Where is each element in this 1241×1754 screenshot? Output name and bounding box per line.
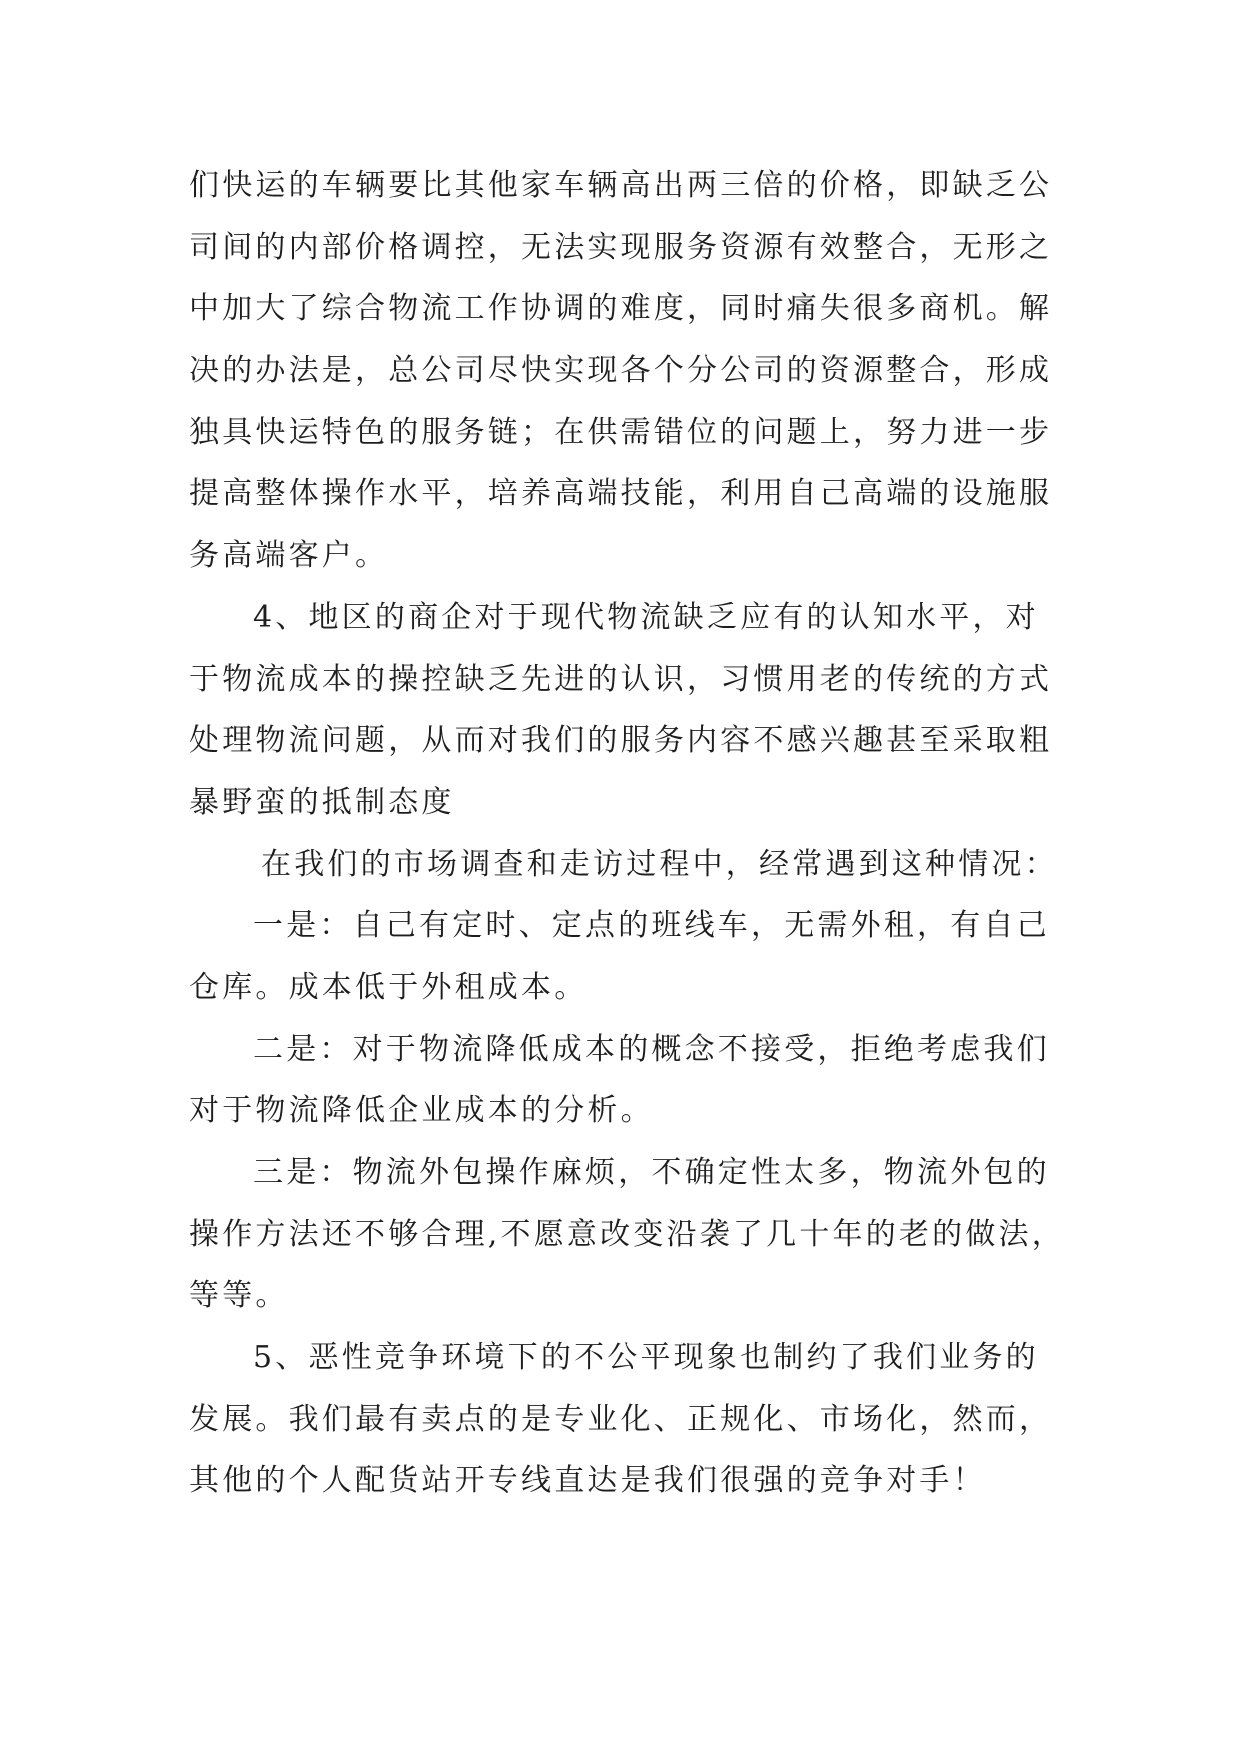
- text-line: 暴野蛮的抵制态度: [189, 784, 455, 820]
- text-line: 司间的内部价格调控，无法实现服务资源有效整合，无形之: [189, 229, 1053, 265]
- text-line: 决的办法是，总公司尽快实现各个分公司的资源整合，形成: [189, 353, 1053, 389]
- text-line: 务高端客户。: [189, 538, 389, 574]
- paragraph-start-line: 一是：自己有定时、定点的班线车，无需外租，有自己: [253, 908, 1050, 944]
- paragraph-start-line: 二是：对于物流降低成本的概念不接受，拒绝考虑我们: [253, 1031, 1050, 1067]
- text-line: 仓库。成本低于外租成本。: [189, 969, 588, 1005]
- text-line: 操作方法还不够合理,不愿意改变沿袭了几十年的老的做法，: [189, 1216, 1065, 1252]
- paragraph-start-line: 在我们的市场调查和走访过程中，经常遇到这种情况：: [261, 846, 1058, 882]
- text-line: 独具快运特色的服务链；在供需错位的问题上，努力进一步: [189, 414, 1053, 450]
- paragraph-start-line: 三是：物流外包操作麻烦，不确定性太多，物流外包的: [253, 1155, 1050, 1190]
- paragraph-start-line: 4、地区的商企对于现代物流缺乏应有的认知水平，对: [253, 599, 1039, 635]
- body-text: [189, 155, 1065, 1512]
- text-line: 等等。: [189, 1278, 289, 1314]
- text-line: 对于物流降低企业成本的分析。: [189, 1093, 654, 1129]
- text-line: 发展。我们最有卖点的是专业化、正规化、市场化，然而，: [189, 1401, 1053, 1437]
- text-line: 处理物流问题，从而对我们的服务内容不感兴趣甚至采取粗: [189, 723, 1053, 759]
- text-line: 其他的个人配货站开专线直达是我们很强的竞争对手！: [189, 1463, 986, 1499]
- text-line: 们快运的车辆要比其他家车辆高出两三倍的价格，即缺乏公: [189, 168, 1053, 203]
- paragraph-start-line: 5、恶性竞争环境下的不公平现象也制约了我们业务的: [253, 1340, 1039, 1376]
- text-line: 于物流成本的操控缺乏先进的认识，习惯用老的传统的方式: [189, 661, 1053, 697]
- text-line: 提高整体操作水平，培养高端技能，利用自己高端的设施服: [189, 476, 1053, 512]
- text-line: 中加大了综合物流工作协调的难度，同时痛失很多商机。解: [189, 291, 1053, 327]
